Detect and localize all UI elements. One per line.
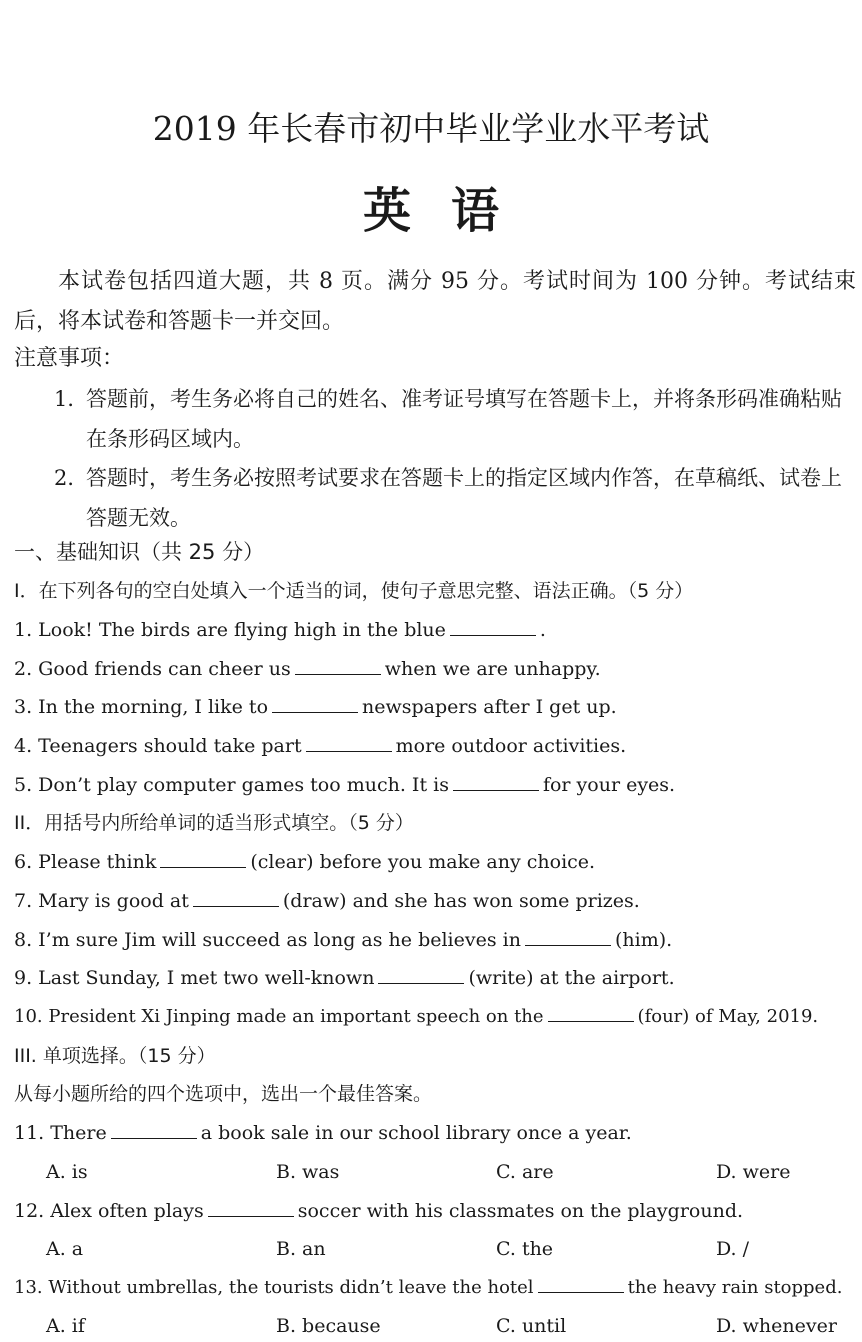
answer-blank <box>272 694 358 713</box>
question-text: soccer with his classmates on the playground. <box>297 1200 744 1222</box>
question-8 <box>14 925 672 955</box>
exam-intro: 本试卷包括四道大题，共 8 页。满分 95 分。考试时间为 100 分钟。考试结束后，将本试卷和答题卡一并交回。 <box>14 269 856 334</box>
question-5 <box>14 770 675 800</box>
answer-blank <box>306 733 392 752</box>
part-heading-2: II．用括号内所给单词的适当形式填空。（5 分） <box>14 812 414 834</box>
question-text: 3. In the morning, I like to <box>14 696 269 718</box>
answer-blank <box>193 888 279 907</box>
notice-item-text: 答题前，考生务必将自己的姓名、准考证号填写在答题卡上，并将条形码准确粘贴在条形码区域内。 <box>86 387 842 451</box>
question-text: (four) of May, 2019. <box>637 1006 819 1027</box>
question-text: (draw) and she has won some prizes. <box>282 890 640 912</box>
question-text: 7. Mary is good at <box>14 890 189 912</box>
option-d: D. whenever <box>716 1315 837 1337</box>
option-b: B. was <box>276 1161 340 1183</box>
answer-blank <box>453 772 539 791</box>
question-text: 2. Good friends can cheer us <box>14 658 291 680</box>
exam-title: 2019 年长春市初中毕业学业水平考试 <box>152 109 710 148</box>
question-text: 5. Don’t play computer games too much. It is <box>14 774 449 796</box>
question-1 <box>14 615 546 645</box>
question-13 <box>14 1273 842 1303</box>
notice-item-1 <box>54 379 856 459</box>
answer-blank <box>538 1274 624 1293</box>
question-3 <box>14 692 617 722</box>
question-10 <box>14 1002 818 1032</box>
part-heading-1: I．在下列各句的空白处填入一个适当的词，使句子意思完整、语法正确。（5 分） <box>14 580 694 602</box>
question-2 <box>14 654 601 684</box>
question-text: 1. Look! The birds are flying high in the blue <box>14 619 446 641</box>
question-7 <box>14 886 640 916</box>
question-6 <box>14 847 595 877</box>
answer-blank <box>160 849 246 868</box>
notice-item-number: 1． <box>54 387 89 411</box>
notice-item-number: 2． <box>54 466 89 490</box>
option-a: A. if <box>46 1315 85 1337</box>
question-text: 10. President Xi Jinping made an important speech on the <box>14 1006 544 1027</box>
answer-blank <box>548 1003 634 1022</box>
question-text: when we are unhappy. <box>384 658 601 680</box>
question-text: more outdoor activities. <box>395 735 627 757</box>
question-text: 4. Teenagers should take part <box>14 735 302 757</box>
notice-heading: 注意事项： <box>14 346 125 371</box>
question-text: 6. Please think <box>14 851 157 873</box>
question-text: newspapers after I get up. <box>362 696 617 718</box>
question-text: . <box>539 619 546 641</box>
part-instruction-3: 从每小题所给的四个选项中，选出一个最佳答案。 <box>14 1083 433 1105</box>
answer-blank <box>378 965 464 984</box>
question-text: a book sale in our school library once a year. <box>200 1122 632 1144</box>
answer-blank <box>111 1120 197 1139</box>
part-heading-3: III. 单项选择。（15 分） <box>14 1045 216 1067</box>
section-heading-basics: 一、基础知识（共 25 分） <box>14 540 265 564</box>
question-text: (write) at the airport. <box>468 967 675 989</box>
question-text: (him). <box>614 929 673 951</box>
exam-subject: 英语 <box>362 183 539 239</box>
question-text: 12. Alex often plays <box>14 1200 204 1222</box>
answer-blank <box>208 1198 294 1217</box>
option-c: C. are <box>496 1161 554 1183</box>
answer-blank <box>450 617 536 636</box>
answer-blank <box>525 927 611 946</box>
question-9 <box>14 963 675 993</box>
question-text: the heavy rain stopped. <box>627 1277 843 1298</box>
option-b: B. because <box>276 1315 381 1337</box>
question-text: 9. Last Sunday, I met two well-known <box>14 967 375 989</box>
option-b: B. an <box>276 1238 326 1260</box>
option-d: D. were <box>716 1161 791 1183</box>
option-a: A. a <box>46 1238 84 1260</box>
option-a: A. is <box>46 1161 88 1183</box>
notice-item-2 <box>54 458 856 538</box>
question-text: 13. Without umbrellas, the tourists didn’t leave the hotel <box>14 1277 534 1298</box>
option-d: D. / <box>716 1238 750 1260</box>
answer-blank <box>295 656 381 675</box>
question-text: 8. I’m sure Jim will succeed as long as he believes in <box>14 929 521 951</box>
question-4 <box>14 731 626 761</box>
question-text: (clear) before you make any choice. <box>250 851 596 873</box>
question-text: for your eyes. <box>542 774 676 796</box>
question-12 <box>14 1196 743 1226</box>
question-11 <box>14 1118 632 1148</box>
question-text: 11. There <box>14 1122 107 1144</box>
option-c: C. until <box>496 1315 567 1337</box>
option-c: C. the <box>496 1238 554 1260</box>
notice-item-text: 答题时，考生务必按照考试要求在答题卡上的指定区域内作答，在草稿纸、试卷上答题无效。 <box>86 466 842 530</box>
